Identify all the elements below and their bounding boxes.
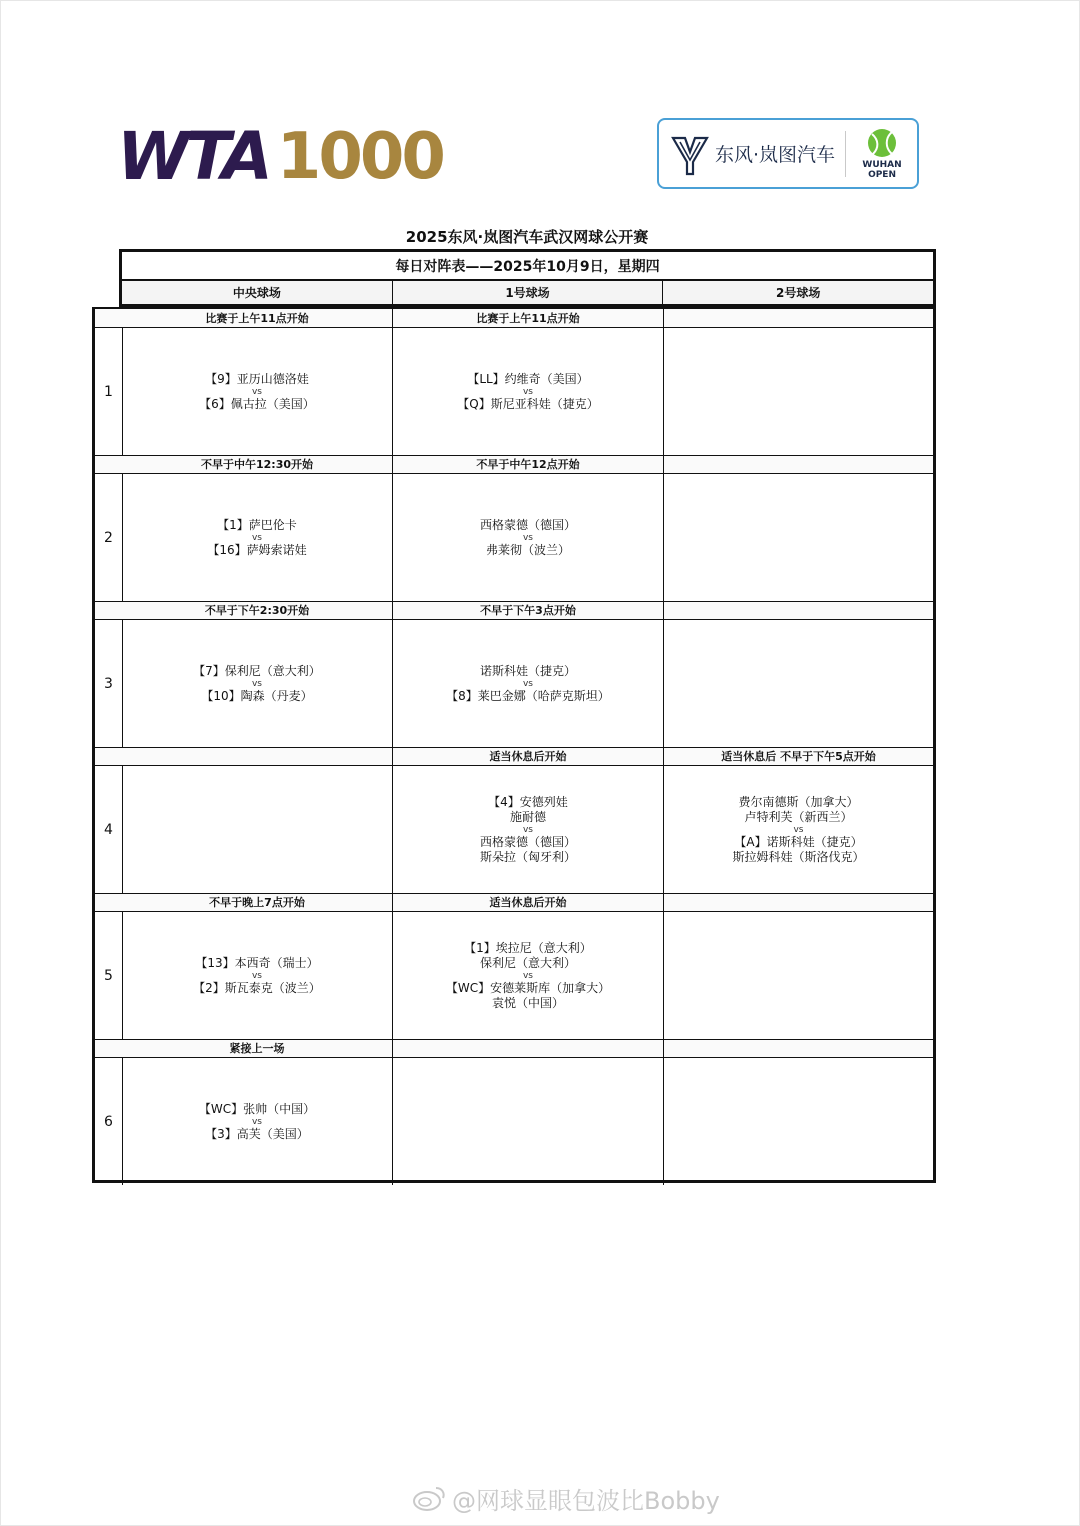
match-cell (664, 1039, 933, 1185)
schedule-table (92, 249, 936, 1183)
open-logo-line2: OPEN (868, 169, 896, 180)
row-separator (95, 455, 933, 456)
match-entry (393, 328, 663, 455)
player-name: 【A】诺斯科娃（捷克） (734, 834, 863, 849)
start-time-label: 不早于晚上7点开始 (122, 893, 392, 912)
sponsor-divider (845, 131, 846, 177)
player-name: 卢特利芙（新西兰） (744, 809, 853, 824)
open-logo-text (862, 160, 901, 180)
wta-logo-number: 1000 (276, 120, 443, 194)
watermark (412, 1483, 720, 1513)
vs-label: vs (251, 678, 262, 689)
vs-label: vs (522, 386, 533, 397)
vs-label: vs (522, 970, 533, 981)
round-number: 1 (95, 328, 123, 455)
player-name: 诺斯科娃（捷克） (479, 663, 576, 678)
schedule-round-row (95, 1039, 933, 1185)
player-name: 【LL】约维奇（美国） (467, 371, 589, 386)
start-time-label: 不早于中午12点开始 (393, 455, 663, 474)
vs-label: vs (251, 532, 262, 543)
schedule-grid (92, 307, 936, 1183)
vs-label: vs (251, 970, 262, 981)
row-separator (95, 601, 933, 602)
round-number-band (95, 1039, 122, 1058)
match-cell (122, 1039, 393, 1185)
player-name: 【1】埃拉尼（意大利） (464, 940, 592, 955)
match-cell (393, 601, 664, 747)
start-time-label (393, 1039, 663, 1058)
player-name: 【Q】斯尼亚科娃（捷克） (457, 396, 599, 411)
player-name: 斯拉姆科娃（斯洛伐克） (732, 849, 865, 864)
start-time-label: 适当休息后 不早于下午5点开始 (664, 747, 933, 766)
player-name: 保利尼（意大利） (479, 955, 576, 970)
player-name: 【10】陶森（丹麦） (201, 688, 313, 703)
vs-label: vs (793, 824, 804, 835)
player-name: 弗莱彻（波兰） (485, 542, 570, 557)
row-separator (95, 1039, 933, 1040)
document-title: 2025东风·岚图汽车武汉网球公开赛 (405, 228, 649, 246)
start-time-label (664, 1039, 933, 1058)
match-cell (664, 309, 933, 455)
player-name: 【13】本西奇（瑞士） (195, 955, 319, 970)
player-name: 【6】佩古拉（美国） (199, 396, 315, 411)
start-time-label (664, 455, 933, 474)
match-cell (393, 455, 664, 601)
match-entry (122, 766, 392, 893)
vs-label: vs (251, 1116, 262, 1127)
match-entry (664, 474, 933, 601)
start-time-label (664, 601, 933, 620)
schedule-date-header: 每日对阵表——2025年10月9日，星期四 (119, 249, 936, 281)
match-cell (122, 309, 393, 455)
player-name: 【3】高芙（美国） (205, 1126, 309, 1141)
round-number: 4 (95, 766, 123, 893)
player-name: 【WC】安德莱斯库（加拿大） (445, 980, 611, 995)
vs-label: vs (522, 678, 533, 689)
match-cell (122, 601, 393, 747)
match-cell (664, 893, 933, 1039)
start-time-label (122, 747, 392, 766)
sponsor-logo (657, 118, 919, 189)
match-cell (664, 455, 933, 601)
round-number-band (95, 309, 122, 328)
round-number-band (95, 747, 122, 766)
player-name: 【8】莱巴金娜（哈萨克斯坦） (446, 688, 610, 703)
wta-1000-logo (117, 118, 443, 195)
player-name: 【16】萨姆索诺娃 (207, 542, 307, 557)
court-header-court1: 1号球场 (393, 281, 664, 304)
match-entry (122, 328, 392, 455)
match-entry (393, 620, 663, 747)
player-name: 【9】亚历山德洛娃 (205, 371, 309, 386)
row-separator (95, 747, 933, 748)
round-number: 2 (95, 474, 123, 601)
match-entry (393, 1058, 663, 1185)
schedule-round-row (95, 893, 933, 1039)
court-header-center: 中央球场 (122, 281, 393, 304)
row-separator (95, 893, 933, 894)
match-cell (393, 1039, 664, 1185)
schedule-round-row (95, 309, 933, 455)
match-entry (393, 766, 663, 893)
voyah-mark-icon (671, 132, 709, 176)
player-name: 【WC】张帅（中国） (198, 1101, 316, 1116)
match-entry (664, 1058, 933, 1185)
wuhan-open-logo (856, 128, 908, 180)
schedule-round-row (95, 601, 933, 747)
start-time-label: 适当休息后开始 (393, 747, 663, 766)
watermark-text: @网球显眼包波比Bobby (452, 1486, 720, 1515)
schedule-round-row (95, 455, 933, 601)
match-cell (122, 893, 393, 1039)
player-name: 费尔南德斯（加拿大） (738, 794, 859, 809)
round-number-band (95, 893, 122, 912)
start-time-label (664, 893, 933, 912)
match-entry (664, 620, 933, 747)
match-cell (393, 309, 664, 455)
player-name: 【1】萨巴伦卡 (217, 517, 297, 532)
start-time-label: 不早于下午3点开始 (393, 601, 663, 620)
round-number-band (95, 455, 122, 474)
player-name: 【4】安德列娃 (488, 794, 568, 809)
match-entry (122, 912, 392, 1039)
match-entry (393, 474, 663, 601)
match-cell (664, 747, 933, 893)
start-time-label: 比赛于上午11点开始 (393, 309, 663, 328)
round-number: 6 (95, 1058, 123, 1185)
match-entry (393, 912, 663, 1039)
player-name: 斯朵拉（匈牙利） (479, 849, 576, 864)
schedule-round-row (95, 747, 933, 893)
round-number: 3 (95, 620, 123, 747)
match-entry (664, 766, 933, 893)
weibo-icon (412, 1485, 446, 1511)
match-entry (122, 1058, 392, 1185)
match-entry (122, 474, 392, 601)
tennis-ball-icon (867, 128, 897, 158)
start-time-label: 不早于中午12:30开始 (122, 455, 392, 474)
match-cell (393, 893, 664, 1039)
wta-logo-text: WTA (117, 118, 269, 195)
player-name: 【2】斯瓦泰克（波兰） (193, 980, 321, 995)
start-time-label: 适当休息后开始 (393, 893, 663, 912)
player-name: 【7】保利尼（意大利） (193, 663, 321, 678)
court-header-court2: 2号球场 (776, 286, 821, 300)
sponsor-name: 东风·岚图汽车 (715, 144, 836, 166)
round-number: 5 (95, 912, 123, 1039)
match-entry (122, 620, 392, 747)
match-entry (664, 328, 933, 455)
player-name: 西格蒙德（德国） (479, 834, 576, 849)
vs-label: vs (522, 824, 533, 835)
vs-label: vs (522, 532, 533, 543)
match-cell (122, 455, 393, 601)
match-cell (122, 747, 393, 893)
start-time-label: 紧接上一场 (122, 1039, 392, 1058)
court-header-row (119, 281, 936, 307)
match-cell (664, 601, 933, 747)
open-logo-line1: WUHAN (862, 159, 902, 170)
vs-label: vs (251, 386, 262, 397)
start-time-label: 不早于下午2:30开始 (122, 601, 392, 620)
match-cell (393, 747, 664, 893)
match-entry (664, 912, 933, 1039)
player-name: 袁悦（中国） (491, 995, 564, 1010)
start-time-label (664, 309, 933, 328)
start-time-label: 比赛于上午11点开始 (122, 309, 392, 328)
player-name: 西格蒙德（德国） (479, 517, 576, 532)
round-number-band (95, 601, 122, 620)
player-name: 施耐德 (509, 809, 546, 824)
